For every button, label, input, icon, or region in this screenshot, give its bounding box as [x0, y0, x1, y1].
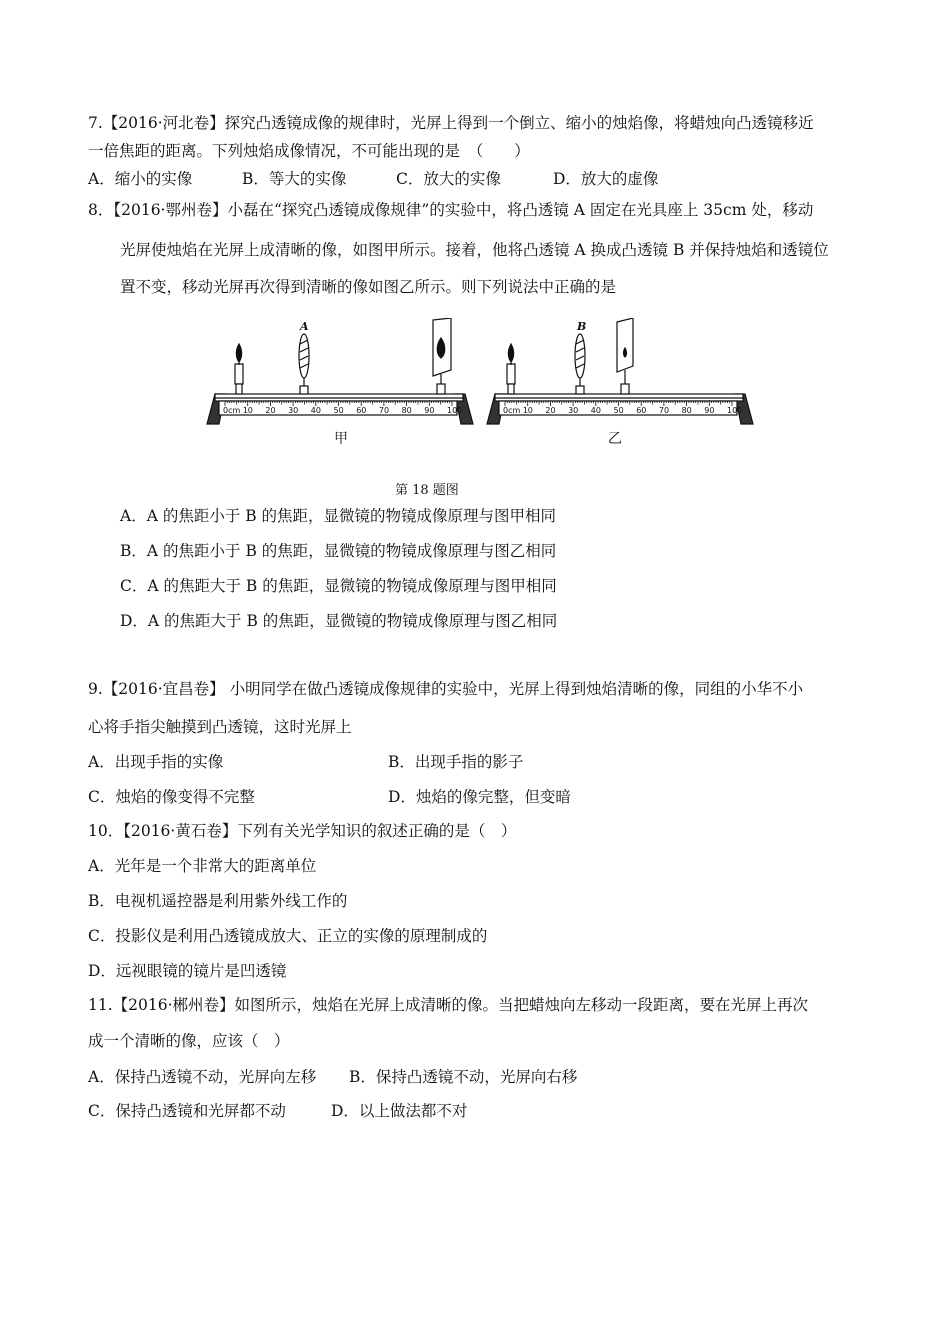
q7-option-d: D．放大的虚像 — [553, 170, 659, 188]
ruler-tick-label: 30 — [568, 406, 579, 415]
q8-option-c: C．A 的焦距大于 B 的焦距，显微镜的物镜成像原理与图甲相同 — [120, 577, 557, 595]
q8-line2: 光屏使烛焰在光屏上成清晰的像，如图甲所示。接着，他将凸透镜 A 换成凸透镜 B 并保持烛焰和透镜位 — [120, 241, 829, 259]
figure-label-jia: 甲 — [334, 431, 348, 447]
ruler-tick-label: 60 — [356, 406, 367, 415]
ruler-tick-label: 100 — [447, 406, 463, 415]
ruler-tick-label: 50 — [613, 406, 624, 415]
q10-option-c: C．投影仪是利用凸透镜成放大、正立的实像的原理制成的 — [88, 927, 488, 945]
q7-option-b: B．等大的实像 — [242, 170, 347, 188]
q8-option-a: A．A 的焦距小于 B 的焦距，显微镜的物镜成像原理与图甲相同 — [120, 507, 557, 525]
ruler-tick-label: 10 — [242, 406, 253, 415]
lens-b-label: B — [577, 320, 587, 333]
lens-a-label: A — [300, 320, 309, 333]
ruler-tick-label: 70 — [378, 406, 390, 415]
q9-option-d: D．烛焰的像完整，但变暗 — [388, 788, 571, 806]
q7-option-c: C．放大的实像 — [396, 170, 501, 188]
q10-line1: 10．【2016·黄石卷】下列有关光学知识的叙述正确的是（ ） — [88, 822, 517, 840]
ruler-tick-label: 20 — [265, 406, 276, 415]
ruler-tick-label: 50 — [333, 406, 344, 415]
q11-line2: 成一个清晰的像，应该（ ） — [88, 1032, 290, 1050]
ruler-tick-label: 80 — [401, 406, 412, 415]
ruler-tick-label: 10 — [522, 406, 533, 415]
ruler-tick-label: 60 — [636, 406, 647, 415]
ruler-tick-label: 0cm — [223, 406, 241, 415]
ruler-tick-label: 80 — [681, 406, 692, 415]
q9-line2: 心将手指尖触摸到凸透镜，这时光屏上 — [88, 718, 352, 736]
q11-option-b: B．保持凸透镜不动，光屏向右移 — [349, 1068, 578, 1086]
figure-caption: 第 18 题图 — [395, 483, 459, 498]
q10-option-a: A．光年是一个非常大的距离单位 — [88, 857, 317, 875]
q9-line1: 9.【2016·宜昌卷】 小明同学在做凸透镜成像规律的实验中，光屏上得到烛焰清晰的像，同组的小华不小 — [88, 680, 804, 698]
q11-option-a: A．保持凸透镜不动，光屏向左移 — [88, 1068, 317, 1086]
ruler-tick-label: 40 — [310, 406, 321, 415]
q11-line1: 11.【2016·郴州卷】如图所示，烛焰在光屏上成清晰的像。当把蜡烛向左移动一段距离，要在光屏上再次 — [88, 996, 809, 1014]
ruler-tick-label: 70 — [658, 406, 670, 415]
q7-line1: 7.【2016·河北卷】探究凸透镜成像的规律时，光屏上得到一个倒立、缩小的烛焰像，将蜡烛向凸透镜移近 — [88, 114, 814, 132]
figure-label-yi: 乙 — [608, 431, 622, 447]
q11-option-c: C．保持凸透镜和光屏都不动 — [88, 1102, 286, 1120]
ruler-tick-label: 30 — [288, 406, 299, 415]
ruler-tick-label: 90 — [424, 406, 435, 415]
q7-line2: 一倍焦距的距离。下列烛焰成像情况，不可能出现的是 （ ） — [88, 142, 530, 160]
q8-option-b: B．A 的焦距小于 B 的焦距，显微镜的物镜成像原理与图乙相同 — [120, 542, 557, 560]
q8-line3: 置不变，移动光屏再次得到清晰的像如图乙所示。则下列说法中正确的是 — [120, 278, 617, 296]
ruler-tick-label: 100 — [727, 406, 743, 415]
q9-option-a: A．出现手指的实像 — [88, 753, 224, 771]
q11-option-d: D．以上做法都不对 — [331, 1102, 468, 1120]
q9-option-c: C．烛焰的像变得不完整 — [88, 788, 255, 806]
q8-option-d: D．A 的焦距大于 B 的焦距，显微镜的物镜成像原理与图乙相同 — [120, 612, 558, 630]
ruler-tick-label: 20 — [545, 406, 556, 415]
q9-option-b: B．出现手指的影子 — [388, 753, 524, 771]
q7-option-a: A．缩小的实像 — [88, 170, 193, 188]
ruler-tick-label: 90 — [704, 406, 715, 415]
ruler-tick-label: 40 — [590, 406, 601, 415]
ruler-tick-label: 0cm — [503, 406, 521, 415]
q10-option-d: D．远视眼镜的镜片是凹透镜 — [88, 962, 287, 980]
optical-bench-figure — [205, 318, 755, 448]
q10-option-b: B．电视机遥控器是利用紫外线工作的 — [88, 892, 348, 910]
q8-line1: 8．【2016·鄂州卷】小磊在“探究凸透镜成像规律”的实验中，将凸透镜 A 固定在光具座上 35cm 处，移动 — [88, 201, 814, 219]
